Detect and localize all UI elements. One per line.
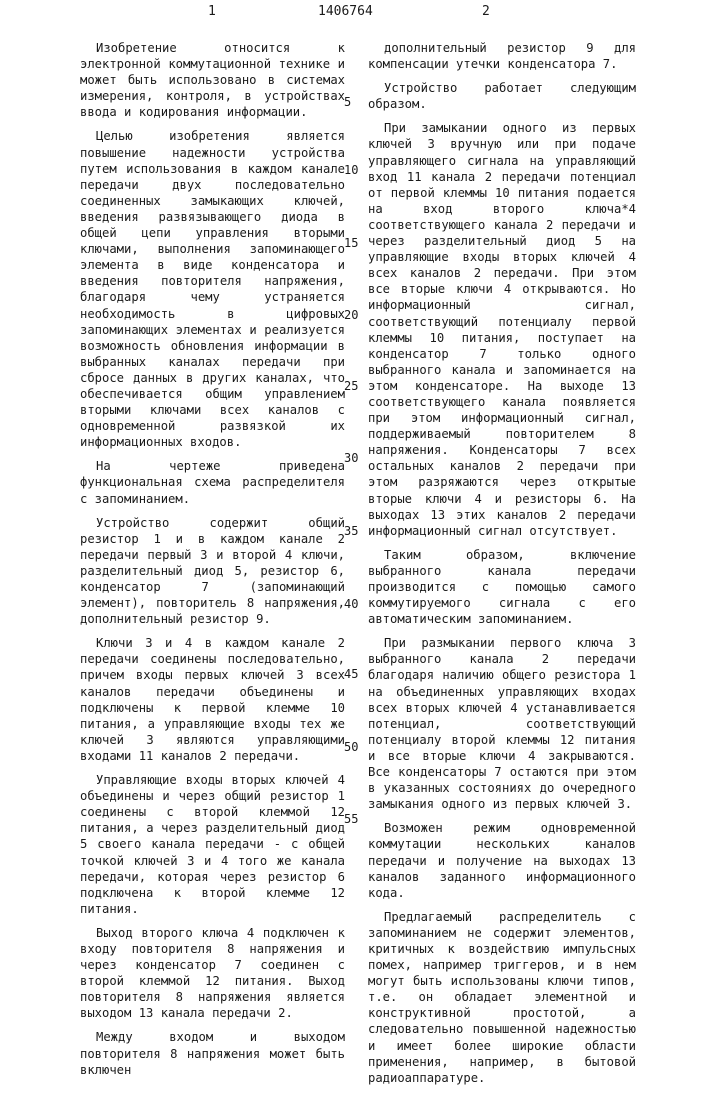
paragraph: Возможен режим одновременной коммутации нескольких каналов передачи и получение на выходах 13 каналов заданного информационного кода. (368, 820, 636, 900)
line-number: 5 (344, 95, 351, 109)
paragraph: Изобретение относится к электронной коммутационной технике и может быть использовано в системах измерения, контроля, в устройствах ввода и кодирования информации. (80, 40, 345, 120)
paragraph: дополнительный резистор 9 для компенсации утечки конденсатора 7. (368, 40, 636, 72)
left-text-column (80, 40, 345, 1086)
paragraph: Целью изобретения является повышение надежности устройства путем использования в каждом канале передачи двух последовательно соединенных замыкающих ключей, введения развязывающего диода в общей цепи управления вторыми ключами, выполнения запоминающего элемента в виде конденсатора и введения повторителя напряжения, благодаря чему устраняется необходимость в цифровых запоминающих элементах и реализуется возможность обновления информации в выбранных каналах передачи при сбросе данных в других каналах, что обеспечивается общим управлением вторыми ключами всех каналов с одновременной развязкой их информационных входов. (80, 128, 345, 450)
paragraph: Ключи 3 и 4 в каждом канале 2 передачи соединены последовательно, причем входы первых ключей 3 всех каналов передачи объединены и подключены к первой клемме 10 питания, а управляющие входы тех же ключей 3 являются управляющими входами 11 каналов 2 передачи. (80, 635, 345, 764)
paragraph: Предлагаемый распределитель с запоминанием не содержит элементов, критичных к воздействию импульсных помех, например триггеров, и в нем могут быть использованы ключи типов, т.е. он обладает элементной и конструктивной простотой, а следовательно повышенной надежностью и имеет более широкие области применения, например, в бытовой радиоаппаратуре. (368, 909, 636, 1086)
paragraph: Устройство работает следующим образом. (368, 80, 636, 112)
page-number-left: 1 (208, 4, 216, 19)
line-number: 35 (344, 524, 358, 538)
line-number: 30 (344, 451, 358, 465)
paragraph: Выход второго ключа 4 подключен к входу повторителя 8 напряжения и через конденсатор 7 соединен с второй клеммой 12 питания. Выход повторителя 8 напряжения является выходом 13 канала передачи 2. (80, 925, 345, 1022)
paragraph: Устройство содержит общий резистор 1 и в каждом канале 2 передачи первый 3 и второй 4 ключи, разделительный диод 5, резистор 6, конденсатор 7 (запоминающий элемент), повторитель 8 напряжения, дополнительный резистор 9. (80, 515, 345, 628)
right-text-column (368, 40, 636, 1094)
line-number: 45 (344, 667, 358, 681)
line-number: 25 (344, 379, 358, 393)
line-number: 50 (344, 740, 358, 754)
paragraph: На чертеже приведена функциональная схема распределителя с запоминанием. (80, 458, 345, 506)
patent-number: 1406764 (318, 4, 373, 19)
paragraph: Управляющие входы вторых ключей 4 объединены и через общий резистор 1 соединены с второй клеммой 12 питания, а через разделительный диод 5 своего канала передачи - с общей точкой ключей 3 и 4 того же канала передачи, которая через резистор 6 подключена к второй клемме 12 питания. (80, 772, 345, 917)
paragraph: Между входом и выходом повторителя 8 напряжения может быть включен (80, 1029, 345, 1077)
paragraph: При замыкании одного из первых ключей 3 вручную или при подаче управляющего сигнала на управляющий вход 11 канала 2 передачи потенциал от первой клеммы 10 питания подается на вход второго ключа*4 соответствующего канала 2 передачи и через разделительный диод 5 на управляющие входы вторых ключей 4 всех каналов 2 передачи. При этом все вторые ключи 4 открываются. Но информационный сигнал, соответствующий потенциалу первой клеммы 10 питания, поступает на конденсатор 7 только одного выбранного канала и запоминается на этом конденсаторе. На выходе 13 соответствующего канала появляется при этом информационный сигнал, поддерживаемый повторителем 8 напряжения. Конденсаторы 7 всех остальных каналов 2 передачи при этом разряжаются через открытые вторые ключи 4 и резисторы 6. На выходах 13 этих каналов 2 передачи информационный сигнал отсутствует. (368, 120, 636, 538)
paragraph: Таким образом, включение выбранного канала передачи производится с помощью самого коммутируемого сигнала с его автоматическим запоминанием. (368, 547, 636, 627)
line-number: 15 (344, 236, 358, 250)
line-number: 55 (344, 812, 358, 826)
line-number: 20 (344, 308, 358, 322)
line-number: 40 (344, 597, 358, 611)
page-number-right: 2 (482, 4, 490, 19)
paragraph: При размыкании первого ключа 3 выбранного канала 2 передачи благодаря наличию общего резистора 1 на объединенных управляющих входах всех вторых ключей 4 устанавливается потенциал, соответствующий потенциалу второй клеммы 12 питания и все вторые ключи 4 закрываются. Все конденсаторы 7 остаются при этом в указанных состояниях до очередного замыкания одного из первых ключей 3. (368, 635, 636, 812)
line-number: 10 (344, 163, 358, 177)
